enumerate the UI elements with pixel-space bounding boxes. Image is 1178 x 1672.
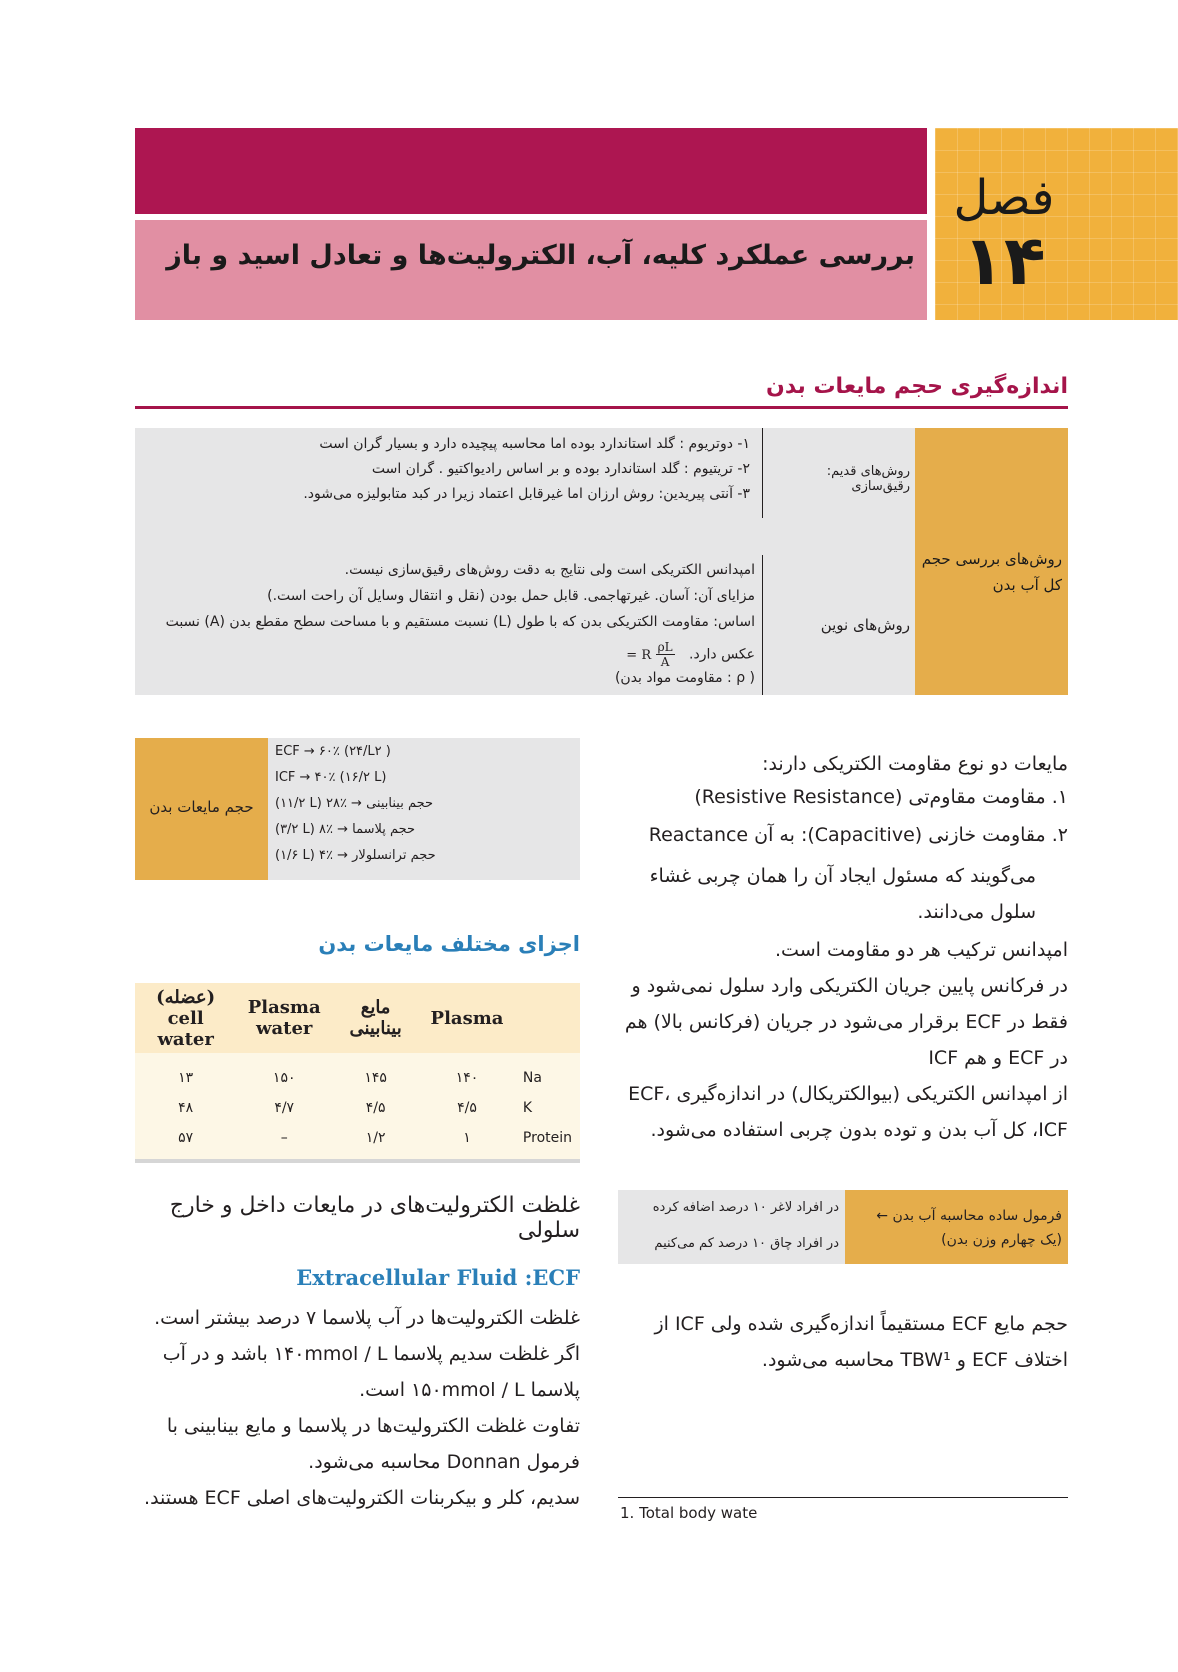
- new-methods-bracket: [762, 555, 763, 695]
- table-cell: ۴/۵: [419, 1093, 515, 1123]
- column-header: Plasma: [419, 983, 515, 1053]
- column-header: مایع بینابینی: [332, 983, 419, 1053]
- formula-note: در افراد لاغر ۱۰ درصد اضافه کرده: [652, 1200, 839, 1215]
- paragraph: اگر غلظت سدیم پلاسما ۱۴۰mmol / L باشد و در آب پلاسما ۱۵۰mmol / L است.: [162, 1343, 580, 1401]
- new-method-line: عکس دارد.: [689, 646, 755, 663]
- header-band-top: [135, 128, 927, 214]
- table-row: [135, 1123, 580, 1161]
- chapter-number: ۱۴: [962, 222, 1046, 301]
- section-divider: [135, 406, 1068, 409]
- table-cell: –: [236, 1123, 332, 1161]
- new-method-line: ( ρ : مقاومت مواد بدن): [614, 670, 755, 686]
- paragraph: تفاوت غلظت الکترولیت‌ها در پلاسما و مایع بینابینی با فرمول Donnan محاسبه می‌شود.: [166, 1415, 580, 1473]
- table-cell: ۱۳: [135, 1053, 236, 1093]
- table-cell: ۱۴۰: [419, 1053, 515, 1093]
- paragraph: حجم مایع ECF مستقیماً اندازه‌گیری شده ولی ICF از اختلاف ECF و TBW¹ محاسبه می‌شود.: [654, 1313, 1068, 1371]
- table-cell: ۴/۵: [332, 1093, 419, 1123]
- table-cell: ۱۵۰: [236, 1053, 332, 1093]
- electrolyte-heading: غلظت الکترولیت‌های در مایعات داخل و خارج سلولی: [169, 1193, 580, 1243]
- old-method-item: ۳- آنتی پیریدین: روش ارزان اما غیرقابل اعتماد زیرا در کبد متابولیزه می‌شود.: [303, 486, 750, 502]
- formula-lhs: R =: [626, 647, 652, 663]
- fluid-volume-row: (۱/۶ L) ۴٪ → حجم ترانسلولار: [275, 848, 436, 863]
- paragraph: می‌گویند که مسئول ایجاد آن را همان چربی غشاء سلول می‌دانند.: [649, 865, 1036, 923]
- table-row: [135, 1093, 580, 1123]
- new-method-line: مزایای آن: آسان. غیرتهاجمی. قابل حمل بودن (نقل و انتقال وسایل آن راحت است.): [267, 588, 755, 604]
- row-label: Na: [515, 1053, 580, 1093]
- column-header-empty: [515, 983, 580, 1053]
- list-item: ۱. مقاومت مقاوم‌تی (Resistive Resistance): [694, 786, 1068, 808]
- paragraph: سدیم، کلر و بیکربنات الکترولیت‌های اصلی ECF هستند.: [144, 1487, 580, 1509]
- formula-label: فرمول ساده محاسبه آب بدن ← (یک چهارم وزن بدن): [876, 1208, 1062, 1248]
- chapter-title: بررسی عملکرد کلیه، آب، الکترولیت‌ها و تعادل اسید و باز: [166, 240, 915, 271]
- fluid-volume-label: حجم مایعات بدن: [149, 798, 254, 816]
- table-row: [135, 1053, 580, 1093]
- fluid-volume-row: (۱۱/۲ L) ۲۸٪ → حجم بینابینی: [275, 796, 434, 811]
- table-cell: ۴/۷: [236, 1093, 332, 1123]
- footnote: 1. Total body wate: [620, 1504, 758, 1522]
- new-method-line: اساس: مقاومت الکتریکی بدن که با طول (L) نسبت مستقیم و با مساحت سطح مقطع بدن (A) نسبت: [165, 614, 755, 630]
- paragraph: از امپدانس الکتریکی (بیوالکتریکال) در اندازه‌گیری ECF، ICF، کل آب بدن و توده بدون چربی استفاده می‌شود.: [628, 1083, 1068, 1141]
- footnote-divider: [618, 1497, 1068, 1498]
- old-methods-label: روش‌های قدیم: رقیق‌سازی: [826, 464, 910, 494]
- section-title-body-fluid-volume: اندازه‌گیری حجم مایعات بدن: [766, 374, 1068, 399]
- fluid-volume-row: ICF → ۴۰٪ (۱۶/۲ L): [275, 770, 387, 785]
- row-label: K: [515, 1093, 580, 1123]
- row-label: Protein: [515, 1123, 580, 1161]
- table-cell: ۴۸: [135, 1093, 236, 1123]
- formula-denominator: A: [660, 655, 670, 669]
- table-cell: ۱: [419, 1123, 515, 1161]
- formula-numerator: ρL: [657, 640, 673, 654]
- new-method-line: امپدانس الکتریکی است ولی نتایج به دقت روش‌های رقیق‌سازی نیست.: [344, 562, 755, 578]
- section-title-fluid-components: اجزای مختلف مایعات بدن: [318, 932, 580, 956]
- column-header: Plasma water: [236, 983, 332, 1053]
- formula-note: در افراد چاق ۱۰ درصد کم می‌کنیم: [654, 1236, 839, 1251]
- methods-row-label: روش‌های بررسی حجم کل آب بدن: [921, 550, 1062, 594]
- old-method-item: ۲- تریتیوم : گلد استاندارد بوده و بر اساس رادیواکتیو . گران است: [371, 461, 750, 477]
- old-method-item: ۱- دوتریوم : گلد استاندارد بوده اما محاسبه پیچیده دارد و بسیار گران است: [319, 436, 750, 452]
- table-cell: ۱/۲: [332, 1123, 419, 1161]
- table-cell: ۱۴۵: [332, 1053, 419, 1093]
- new-methods-label: روش‌های نوین: [820, 616, 910, 634]
- paragraph: در فرکانس پایین جریان الکتریکی وارد سلول نمی‌شود و فقط در ECF برقرار می‌شود در جریان (فرکانس بالا) هم در ECF و هم ICF: [624, 975, 1068, 1069]
- ecf-heading: Extracellular Fluid :ECF: [296, 1265, 580, 1290]
- resistance-formula: [626, 640, 674, 669]
- paragraph: مایعات دو نوع مقاومت الکتریکی دارند:: [762, 753, 1068, 775]
- fluid-composition-table: [135, 983, 580, 1163]
- list-item: ۲. مقاومت خازنی (Capacitive): به آن Reactance: [648, 824, 1068, 846]
- column-header: (عضله) cell water: [135, 983, 236, 1053]
- new-method-formula-line: [140, 640, 755, 669]
- old-methods-bracket: [762, 428, 763, 518]
- fluid-volume-row: (۳/۲ L) ۸٪ → حجم پلاسما: [275, 822, 416, 837]
- table-cell: ۵۷: [135, 1123, 236, 1161]
- formula-fraction: [656, 640, 675, 669]
- paragraph: غلظت الکترولیت‌ها در آب پلاسما ۷ درصد بیشتر است.: [154, 1307, 580, 1329]
- table-header-row: [135, 983, 580, 1053]
- fluid-volume-row: ECF → ۶۰٪ (۲۴/L۲ ): [275, 744, 391, 759]
- chapter-label: فصل: [953, 170, 1055, 226]
- paragraph: امپدانس ترکیب هر دو مقاومت است.: [775, 939, 1068, 961]
